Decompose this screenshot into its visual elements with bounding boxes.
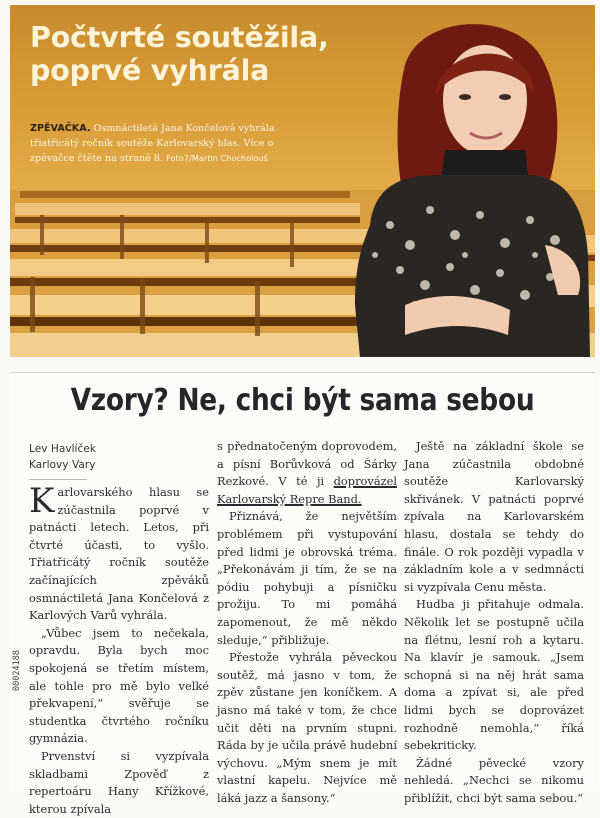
headline-line-2: poprvé vyhrála: [30, 54, 270, 87]
paragraph: „Vůbec jsem to nečekala, opravdu. Byla bych moc spokojená se třetím místem, ale tohle pro mě bylo velké překvapení,“ svěřuje se studentka čtvrtého ročníku gymnázia.: [29, 625, 209, 746]
caption-kicker: ZPĚVAČKA.: [30, 123, 91, 134]
paragraph: Hudba ji přitahuje odmala. Několik let se postupně učila na flétnu, lesní roh a kytaru. Na klavír je samouk. „Jsem schopná si na něj hrát sama doma a zpívat si, ale před lidmi bych se doprovázet rozhodně nemohla,“ říká sebekriticky.: [404, 597, 584, 753]
article-column-1: [29, 441, 209, 818]
paragraph: Přestože vyhrála pěveckou soutěž, má jasno v tom, že zpěv zůstane jen koníčkem. A jasno má také v tom, že chce učit děti na prvním stupni. Ráda by je učila právě hudební výchovu. „Mým snem je mít vlastní kapelu. Nejvíce mě láká jazz a šansony.“: [217, 650, 397, 805]
article-column-3: [404, 438, 584, 807]
underlined-band-name: doprovázel Karlovarský Repre Band.: [217, 474, 397, 506]
headline-line-1: Počtvrté soutěžila,: [30, 21, 329, 54]
article-column-2: [217, 438, 397, 807]
article-clipping: [10, 372, 595, 816]
drop-cap: K: [29, 481, 55, 521]
paragraph: Žádné pěvecké vzory nehledá. „Nechci se nikomu přiblížit, chci být sama sebou.“: [404, 755, 584, 805]
author-name: Lev Havlíček: [29, 443, 96, 455]
paragraph: Prvenství si vyzpívala skladbami Zpověď z repertoáru Hany Křížkové, kterou zpívala: [29, 748, 209, 816]
paragraph: Karlovarského hlasu se zúčastnila poprvé v patnácti letech. Letos, při čtvrté účasti, to vyšlo. Třiatřicátý ročník soutěže začínajících zpěváků osmnáctiletá Jana Končelová z Karlových Varů vyhrála.: [29, 481, 209, 623]
caption-text: Osmnáctiletá Jana Končelová vyhrála třiatřicátý ročník soutěže Karlovarský hlas. Více o zpěvačce čtěte na straně 8.: [30, 123, 275, 165]
paragraph: s přednatočeným doprovodem, a písní Borůvková od Šárky Rezkové. V té ji doprovázel Karlovarský Repre Band.: [217, 439, 397, 506]
paragraph: Ještě na základní škole se Jana zúčastnila obdobné soutěže Karlovarský skřivánek. V patnácti poprvé zpívala na Karlovarském hlasu, dostala se tehdy do finále. O rok později vypadla v základním kole a v sedmnácti si vyzpívala Cenu města.: [404, 439, 584, 594]
article-title: Vzory? Ne, chci být sama sebou: [70, 383, 535, 418]
archive-number: 00024188: [12, 650, 22, 691]
photo-headline: [30, 21, 329, 87]
paragraph: Přiznává, že největším problémem při vystupování před lidmi je obrovská tréma. „Překonávám ji tím, že se na pódiu pohybuji a písničku prožiju. To mi pomáhá zapomenout, že mě někdo sleduje,“ přibližuje.: [217, 509, 397, 647]
photo-caption: [30, 122, 292, 167]
byline-divider: [29, 479, 87, 480]
photo-credit: Foto7/Martin Chocholouš: [166, 153, 268, 164]
singer-portrait: [355, 24, 590, 357]
photo-clipping: [10, 5, 595, 357]
author-place: Karlovy Vary: [29, 459, 96, 471]
